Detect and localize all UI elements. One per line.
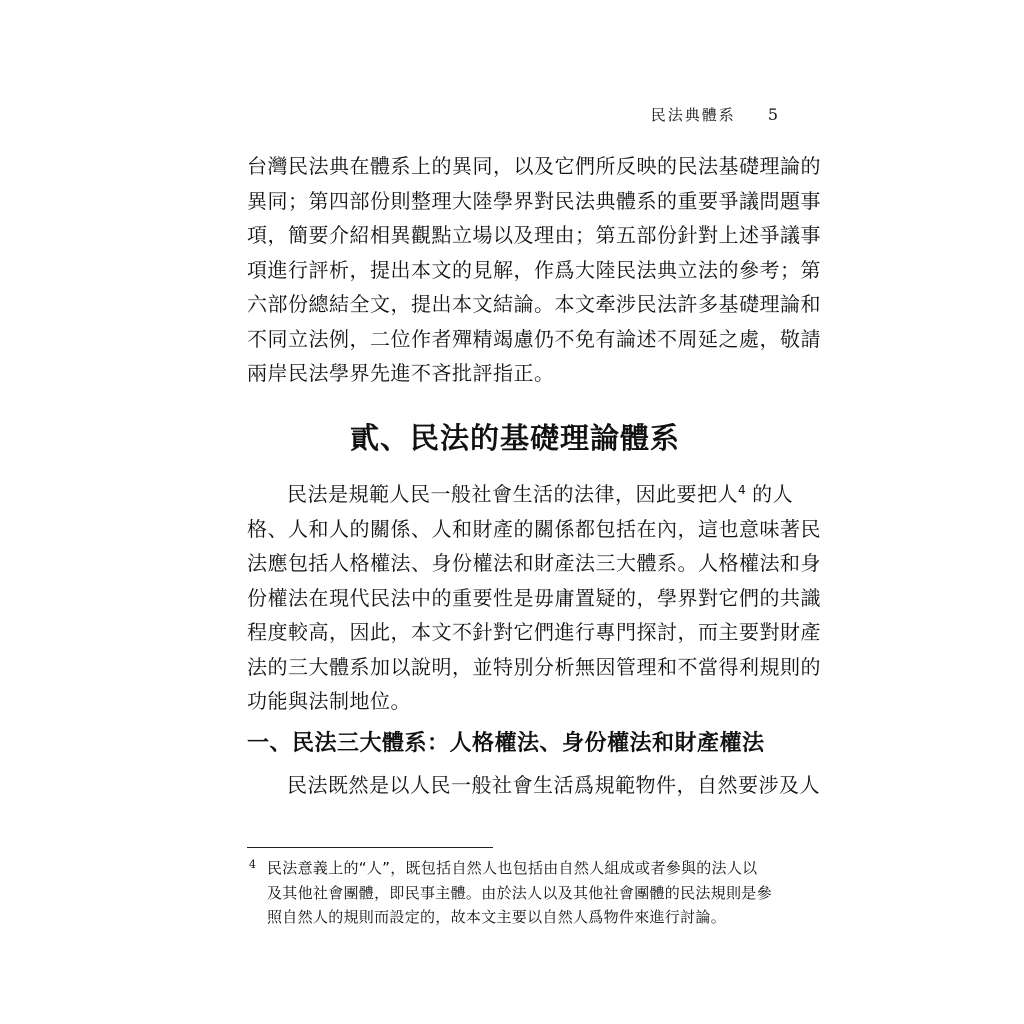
paragraph-text: 民法是規範人民一般社會生活的法律，因此要把人	[287, 482, 738, 506]
subsection-heading: 一、民法三大體系：人格權法、身份權法和財產權法	[247, 731, 765, 756]
paragraph-line: 法應包括人格權法、身份權法和財產法三大體系。人格權法和身	[247, 551, 821, 575]
paragraph-line: 格、人和人的關係、人和財產的關係都包括在內，這也意味著民	[247, 516, 821, 541]
section-paragraph	[247, 477, 821, 719]
footnote-number: 4	[249, 858, 257, 871]
paragraph-first-line	[247, 477, 794, 512]
running-title: 民法典體系	[650, 106, 736, 124]
footnote-divider	[247, 847, 493, 848]
intro-line: 異同；第四部份則整理大陸學界對民法典體系的重要爭議問題事	[247, 188, 821, 213]
paragraph-text: 的人	[752, 482, 794, 506]
intro-line: 台灣民法典在體系上的異同，以及它們所反映的民法基礎理論的	[247, 154, 821, 178]
paragraph-line: 份權法在現代民法中的重要性是毋庸置疑的，學界對它們的共識	[247, 585, 821, 610]
footnote-line: 及其他社會團體，即民事主體。由於法人以及其他社會團體的民法規則是參	[267, 883, 772, 902]
page-number: 5	[767, 105, 778, 124]
intro-line: 六部份總結全文，提出本文結論。本文牽涉民法許多基礎理論和	[247, 292, 821, 316]
paragraph-line: 民法既然是以人民一般社會生活爲規範物件，自然要涉及人	[287, 773, 820, 797]
subsection-paragraph	[247, 768, 820, 803]
footnote	[247, 856, 783, 930]
intro-line: 兩岸民法學界先進不吝批評指正。	[247, 361, 555, 385]
paragraph-line: 程度較高，因此，本文不針對它們進行專門探討，而主要對財產	[247, 620, 821, 644]
footnote-line: 照自然人的規則而設定的，故本文主要以自然人爲物件來進行討論。	[267, 908, 727, 926]
paragraph-line: 功能與法制地位。	[247, 689, 411, 713]
intro-line: 項，簡要介紹相異觀點立場以及理由；第五部份針對上述爭議事	[247, 223, 821, 247]
footnote-reference: 4	[738, 483, 747, 497]
footnote-line: 民法意義上的“人”，既包括自然人也包括由自然人組成或者參與的法人以	[267, 859, 758, 877]
section-heading: 貳、民法的基礎理論體系	[349, 421, 680, 455]
intro-line: 項進行評析，提出本文的見解，作爲大陸民法典立法的參考；第	[247, 257, 821, 282]
paragraph-line: 法的三大體系加以說明，並特別分析無因管理和不當得利規則的	[247, 654, 821, 679]
running-header	[651, 104, 778, 125]
intro-paragraph	[247, 149, 821, 391]
intro-line: 不同立法例，二位作者殫精竭慮仍不免有論述不周延之處，敬請	[247, 326, 821, 351]
